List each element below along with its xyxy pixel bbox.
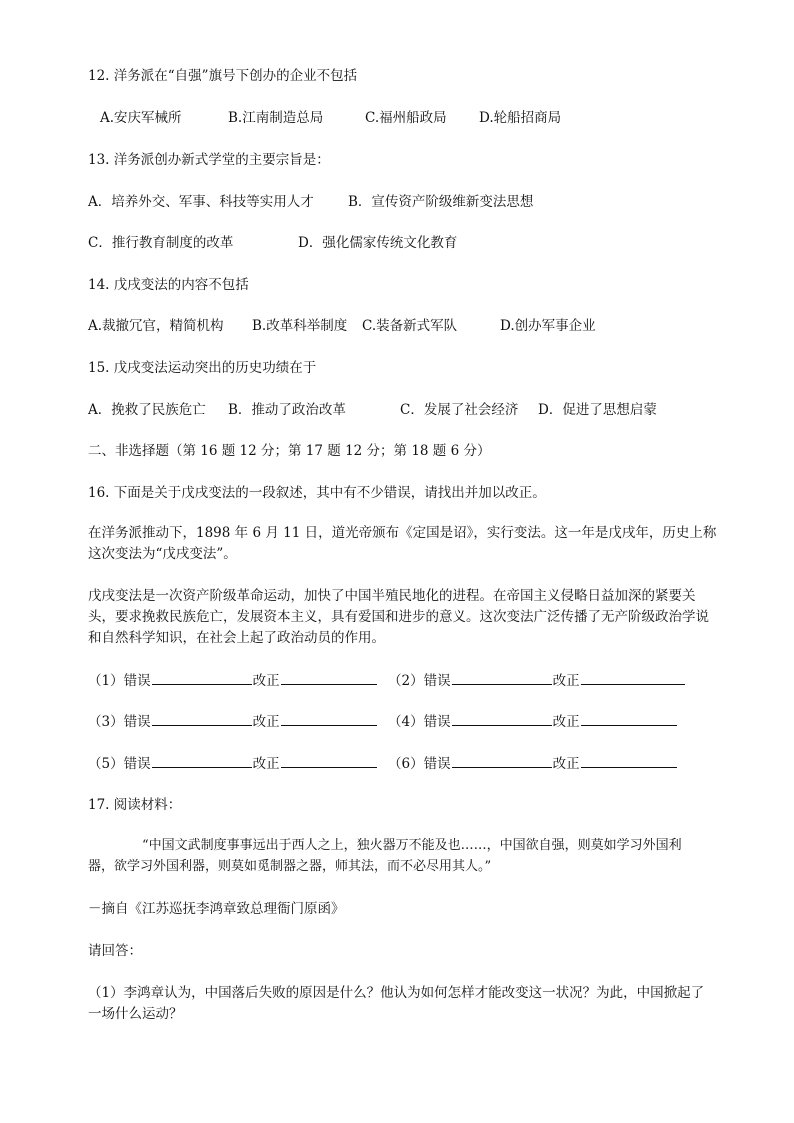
q13-stem: 13. 洋务派创办新式学堂的主要宗旨是： <box>88 152 330 168</box>
q17-stem: 17. 阅读材料： <box>88 797 182 813</box>
q17-subquestion-1-line-1: （1）李鸿章认为，中国落后失败的原因是什么？他认为如何怎样才能改变这一状况？为此，中国掀起了 <box>88 985 705 1001</box>
q17-subquestion-1-line-2: 一场什么运动？ <box>88 1006 183 1022</box>
q16-blank-row-1 <box>88 670 686 691</box>
blank-number: （2） <box>388 673 424 689</box>
blank-number: （4） <box>388 714 424 730</box>
q16-paragraph-1: 在洋务派推动下，1898 年 6 月 11 日，道光帝颁布《定国是诏》，实行变法。这一年是戊戌年，历史上称这次变法为“戊戌变法”。 <box>88 525 717 562</box>
correction-label: 改正 <box>252 756 280 772</box>
q13-option-c: C．推行教育制度的改革 <box>88 235 234 251</box>
q12-stem: 12. 洋务派在“自强”旗号下创办的企业不包括 <box>88 68 358 84</box>
correction-blank[interactable] <box>581 753 677 768</box>
section-heading: 二、非选择题（第 16 题 12 分；第 17 题 12 分；第 18 题 6 分） <box>88 443 491 459</box>
error-blank[interactable] <box>452 711 552 726</box>
q13-option-a: A．培养外交、军事、科技等实用人才 <box>88 194 314 210</box>
q12-option-d: D.轮船招商局 <box>479 110 562 126</box>
q16-blank-row-3 <box>88 753 678 774</box>
blank-number: （1） <box>88 673 124 689</box>
correction-label: 改正 <box>552 673 580 689</box>
q14-option-d: D.创办军事企业 <box>500 318 596 334</box>
q12-options <box>100 108 561 128</box>
q15-option-d: D．促进了思想启蒙 <box>538 402 657 418</box>
q17-quote-line-1: “中国文武制度事事远出于西人之上，独火器万不能及也……，中国欲自强，则莫如学习外国利 <box>142 838 682 853</box>
q15-option-c: C．发展了社会经济 <box>400 402 519 418</box>
error-label: 错误 <box>123 673 151 689</box>
q13-option-b: B．宣传资产阶级维新变法思想 <box>348 194 534 210</box>
q14-option-a: A.裁撤冗官，精简机构 <box>88 318 224 334</box>
q15-option-b: B．推动了政治改革 <box>228 402 346 418</box>
q17-source: －摘自《江苏巡抚李鸿章致总理衙门原函》 <box>88 901 345 917</box>
correction-blank[interactable] <box>281 753 377 768</box>
correction-label: 改正 <box>252 714 280 730</box>
q16-paragraph-2: 戊戌变法是一次资产阶级革命运动，加快了中国半殖民地化的进程。在帝国主义侵略日益加深的紧要关头，要求挽救民族危亡，发展资本主义，具有爱国和进步的意义。这次变法广泛传播了无产阶级政治学说和自然科学知识，在社会上起了政治动员的作用。 <box>88 588 709 646</box>
correction-label: 改正 <box>552 714 580 730</box>
error-blank[interactable] <box>452 670 552 685</box>
error-label: 错误 <box>423 673 451 689</box>
correction-blank[interactable] <box>281 670 377 685</box>
error-label: 错误 <box>123 714 151 730</box>
q16-blank-row-2 <box>88 711 678 732</box>
q14-option-b: B.改革科举制度 <box>252 318 348 334</box>
blank-number: （5） <box>88 756 124 772</box>
correction-label: 改正 <box>552 756 580 772</box>
q12-option-a: A.安庆军械所 <box>100 110 182 126</box>
error-blank[interactable] <box>152 670 252 685</box>
q17-quote-line-2: 器，欲学习外国利器，则莫如觅制器之器，师其法，而不必尽用其人。” <box>88 859 492 874</box>
correction-blank[interactable] <box>581 711 677 726</box>
error-blank[interactable] <box>152 711 252 726</box>
error-label: 错误 <box>123 756 151 772</box>
q13-options-row1 <box>88 192 533 212</box>
correction-label: 改正 <box>252 673 280 689</box>
q15-option-a: A．挽救了民族危亡 <box>88 402 206 418</box>
q12-option-c: C.福州船政局 <box>365 110 447 126</box>
q14-options <box>88 316 596 336</box>
error-blank[interactable] <box>452 753 552 768</box>
q15-stem: 15. 戊戌变法运动突出的历史功绩在于 <box>88 360 317 376</box>
q17-prompt: 请回答： <box>88 943 142 959</box>
q14-option-c: C.装备新式军队 <box>362 318 458 334</box>
q16-stem: 16. 下面是关于戊戌变法的一段叙述，其中有不少错误，请找出并加以改正。 <box>88 485 546 501</box>
correction-blank[interactable] <box>281 711 377 726</box>
q15-options <box>88 400 657 420</box>
q13-options-row2 <box>88 233 457 253</box>
blank-number: （3） <box>88 714 124 730</box>
error-label: 错误 <box>423 756 451 772</box>
error-blank[interactable] <box>152 753 252 768</box>
q12-option-b: B.江南制造总局 <box>228 110 324 126</box>
blank-number: （6） <box>388 756 424 772</box>
q13-option-d: D．强化儒家传统文化教育 <box>298 235 458 251</box>
error-label: 错误 <box>423 714 451 730</box>
q14-stem: 14. 戊戌变法的内容不包括 <box>88 277 249 293</box>
correction-blank[interactable] <box>581 670 685 685</box>
